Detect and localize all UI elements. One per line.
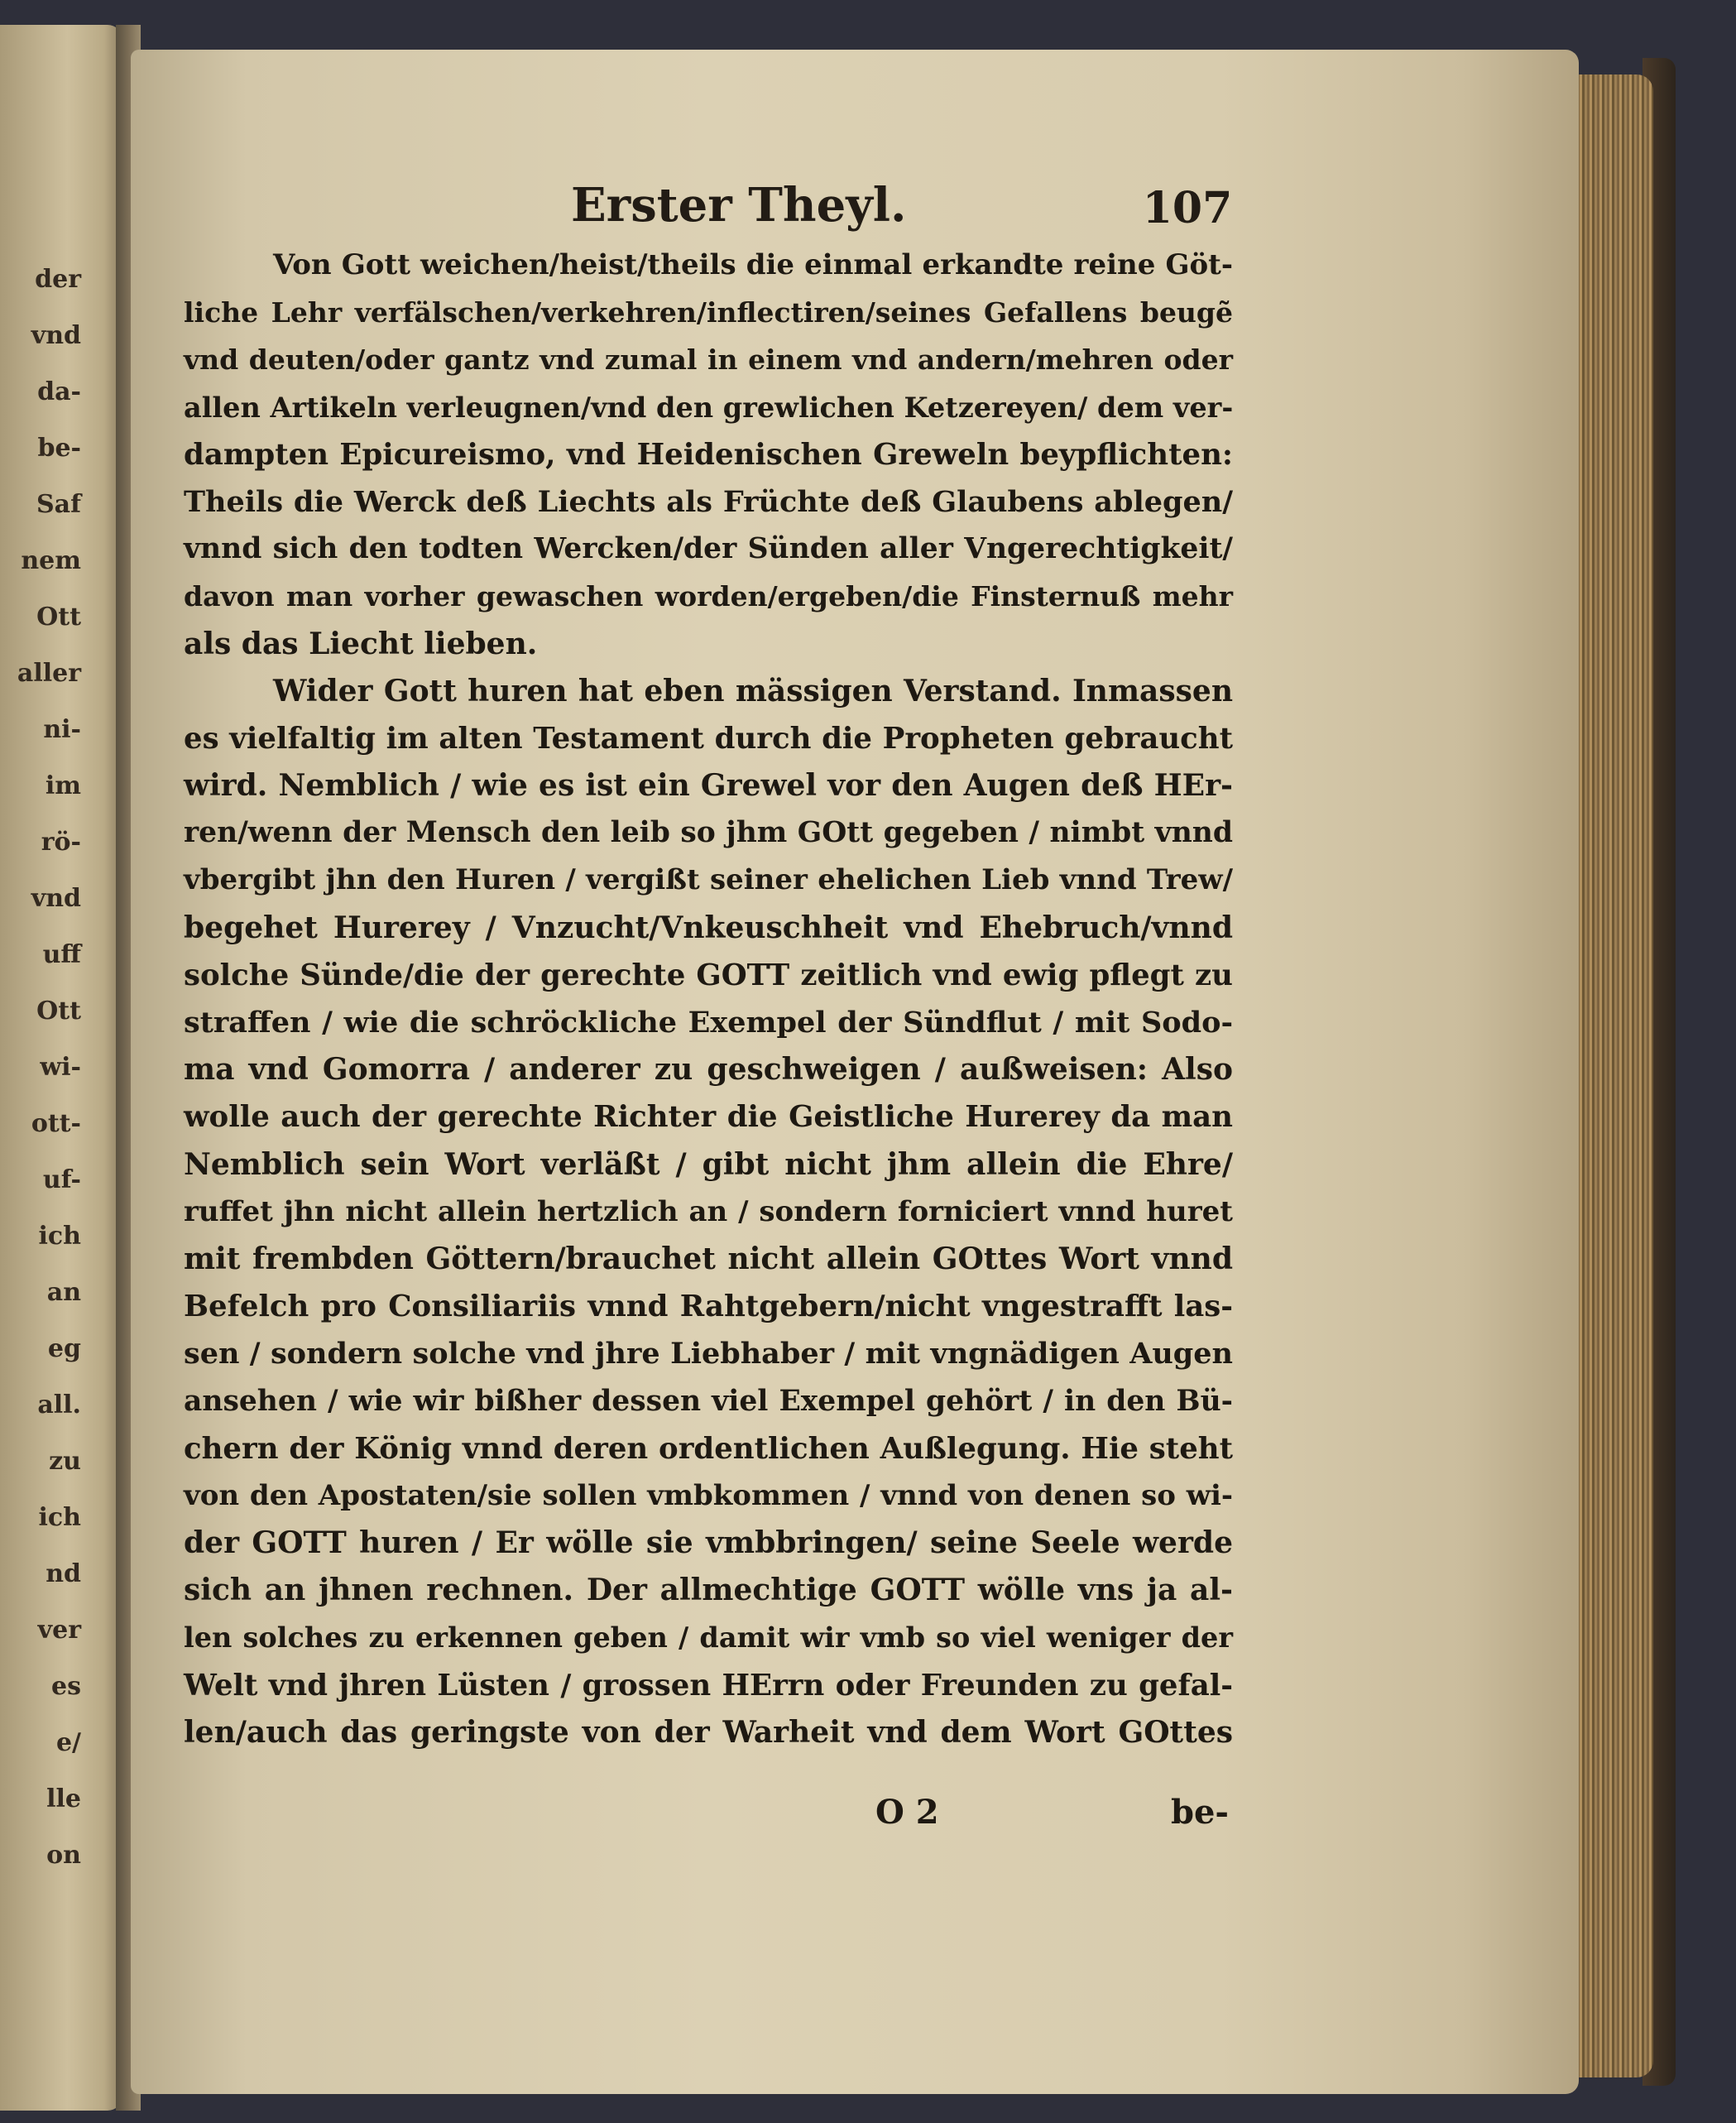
text-line: len/auch das geringste von der Warheit vnd dem Wort GOttes	[184, 1714, 1233, 1750]
text-line: liche Lehr verfälschen/verkehren/inflectiren/seines Gefallens beugẽ	[184, 296, 1233, 329]
left-fragment: vnd	[31, 884, 81, 913]
text-line: Theils die Werck deß Liechts als Früchte deß Glaubens ablegen/	[184, 484, 1233, 519]
text-line: davon man vorher gewaschen worden/ergeben/die Finsternuß mehr	[184, 580, 1233, 613]
left-page-fragments	[7, 265, 81, 1897]
signature-mark: O 2	[875, 1793, 939, 1832]
text-line: von den Apostaten/sie sollen vmbkommen / vnnd von denen so wi-	[184, 1478, 1233, 1512]
text-line: der GOTT huren / Er wölle sie vmbbringen/ seine Seele werde	[184, 1525, 1233, 1561]
left-fragment: nem	[21, 546, 81, 575]
text-line: ruffet jhn nicht allein hertzlich an / sondern forniciert vnnd huret	[184, 1194, 1233, 1228]
text-line: Nemblich sein Wort verläßt / gibt nicht jhm allein die Ehre/	[184, 1146, 1233, 1182]
left-fragment: ich	[38, 1222, 81, 1251]
text-line: ma vnd Gomorra / anderer zu geschweigen / außweisen: Also	[184, 1052, 1233, 1088]
left-fragment: ott-	[31, 1109, 81, 1138]
text-line: ren/wenn der Mensch den leib so jhm GOtt gegeben / nimbt vnnd	[184, 816, 1233, 850]
left-fragment: rö-	[41, 828, 81, 857]
page-number: 107	[1142, 183, 1233, 233]
left-fragment: aller	[17, 659, 81, 688]
left-fragment: der	[35, 265, 81, 294]
text-line: ansehen / wie wir bißher dessen viel Exempel gehört / in den Bü-	[184, 1384, 1233, 1418]
text-line: vnnd sich den todten Wercken/der Sünden aller Vngerechtigkeit/	[184, 532, 1233, 566]
left-fragment: lle	[46, 1784, 81, 1813]
text-line: wird. Nemblich / wie es ist ein Grewel vor den Augen deß HEr-	[184, 768, 1233, 804]
left-fragment: an	[46, 1278, 81, 1307]
left-fragment: eg	[47, 1334, 81, 1363]
text-line: als das Liecht lieben.	[184, 626, 538, 661]
left-fragment: uff	[42, 940, 81, 969]
left-fragment: zu	[49, 1447, 81, 1476]
text-line: mit frembden Göttern/brauchet nicht allein GOttes Wort vnnd	[184, 1241, 1233, 1276]
catchword: be-	[1171, 1793, 1230, 1832]
left-fragment: uf-	[42, 1165, 81, 1194]
left-page-edge	[0, 25, 122, 2111]
left-fragment: on	[46, 1841, 81, 1870]
left-fragment: ich	[38, 1503, 81, 1532]
text-line: Welt vnd jhren Lüsten / grossen HErrn oder Freunden zu gefal-	[184, 1668, 1233, 1703]
text-line: vbergibt jhn den Huren / vergißt seiner ehelichen Lieb vnnd Trew/	[184, 863, 1233, 897]
left-fragment: all.	[37, 1391, 81, 1419]
text-line: Befelch pro Consiliariis vnnd Rahtgebern/nicht vngestrafft las-	[184, 1290, 1233, 1324]
left-fragment: im	[45, 771, 81, 800]
text-line: len solches zu erkennen geben / damit wir vmb so viel weniger der	[184, 1621, 1233, 1655]
text-line: sich an jhnen rechnen. Der allmechtige GOTT wölle vns ja al-	[184, 1573, 1233, 1608]
text-line: es vielfaltig im alten Testament durch die Propheten gebraucht	[184, 721, 1233, 756]
text-line: Von Gott weichen/heist/theils die einmal erkandte reine Göt-	[273, 248, 1233, 281]
left-fragment: e/	[55, 1728, 81, 1757]
left-fragment: es	[51, 1672, 81, 1701]
text-line: chern der König vnnd deren ordentlichen Außlegung. Hie steht	[184, 1431, 1233, 1466]
body-text	[184, 242, 1233, 1756]
running-head: Erster Theyl.	[571, 178, 907, 233]
left-fragment: vnd	[31, 321, 81, 350]
left-fragment: be-	[37, 434, 81, 463]
text-line: vnd deuten/oder gantz vnd zumal in einem vnd andern/mehren oder	[184, 343, 1233, 377]
text-line: allen Artikeln verleugnen/vnd den grewlichen Ketzereyen/ dem ver-	[184, 391, 1234, 424]
text-line: solche Sünde/die der gerechte GOTT zeitlich vnd ewig pflegt zu	[184, 958, 1233, 992]
text-line: sen / sondern solche vnd jhre Liebhaber / mit vngnädigen Augen	[184, 1337, 1233, 1371]
text-line: Wider Gott huren hat eben mässigen Verstand. Inmassen	[273, 673, 1233, 708]
left-fragment: ver	[37, 1616, 81, 1645]
left-fragment: ni-	[43, 715, 81, 744]
left-fragment: Saf	[36, 490, 81, 519]
left-fragment: da-	[37, 377, 81, 406]
left-fragment: wi-	[40, 1053, 81, 1082]
text-line: wolle auch der gerechte Richter die Geistliche Hurerey da man	[184, 1100, 1233, 1135]
text-line: begehet Hurerey / Vnzucht/Vnkeuschheit vnd Ehebruch/vnnd	[184, 910, 1233, 945]
left-fragment: nd	[46, 1559, 81, 1588]
text-line: dampten Epicureismo, vnd Heidenischen Greweln beypflichten:	[184, 437, 1233, 472]
left-fragment: Ott	[36, 997, 81, 1025]
left-fragment: Ott	[36, 603, 81, 632]
text-line: straffen / wie die schröckliche Exempel der Sündflut / mit Sodo-	[184, 1006, 1233, 1040]
